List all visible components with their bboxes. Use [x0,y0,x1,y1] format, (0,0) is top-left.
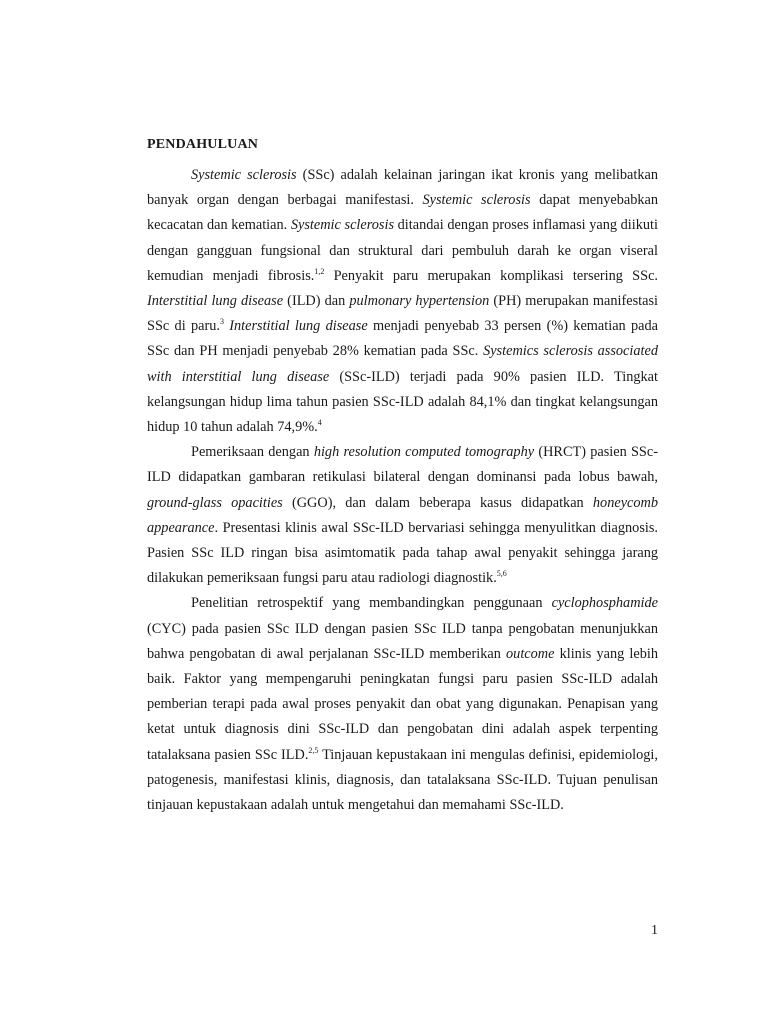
text-run: (CYC) pada pasien SSc ILD dengan pasien SSc ILD tanpa pengobatan menunjukkan bahwa pengobatan di awal perjalanan SSc-ILD memberikan [147,620,658,662]
italic-term: honeycomb appearance [147,494,659,536]
text-run: (SSc-ILD) terjadi pada 90% pasien ILD. Tingkat kelangsungan hidup lima tahun pasien SSc-ILD adalah 84,1% dan tingkat kelangsungan hidup 10 tahun adalah 74,9%. [147,368,658,436]
page-number: 1 [651,923,658,938]
citation-superscript: 2,5 [308,745,319,755]
citation-superscript: 1,2 [314,266,325,276]
italic-term: outcome [506,645,555,662]
italic-term: Systemic sclerosis [290,217,395,234]
text-run: menjadi penyebab 33 persen (%) kematian pada SSc dan PH menjadi penyebab 28% kematian pada SSc. [147,318,658,360]
text-run: (PH) merupakan manifestasi SSc di paru. [147,293,658,335]
italic-term: high resolution computed tomography [313,444,535,461]
italic-term: cyclophosphamide [551,595,658,612]
italic-term: Systemic sclerosis [422,192,531,209]
citation-superscript: 4 [317,418,322,428]
text-run: ditandai dengan proses inflamasi yang diikuti dengan gangguan fungsional dan struktural dari pembuluh darah ke organ viseral kemudian menjadi fibrosis. [147,217,658,284]
citation-superscript: 3 [219,317,224,327]
italic-term: Systemic sclerosis [191,167,297,183]
citation-superscript: 5,6 [496,569,507,579]
text-run: (SSc) adalah kelainan jaringan ikat kronis yang melibatkan banyak organ dengan berbagai manifestasi. [147,167,658,209]
text-run: (HRCT) pasien SSc-ILD didapatkan gambaran retikulasi bilateral dengan dominansi pada lobus bawah, [147,444,658,486]
text-run: Tinjauan kepustakaan ini mengulas definisi, epidemiologi, patogenesis, manifestasi klinis, diagnosis, dan tatalaksana SSc-ILD. Tujuan penulisan tinjauan kepustakaan adalah untuk mengetahui dan memahami SSc-ILD. [147,746,658,814]
italic-term: Interstitial lung disease [147,293,284,310]
section-heading: PENDAHULUAN [147,137,259,152]
italic-term: ground-glass opacities [147,494,283,511]
italic-term: Interstitial lung disease [229,318,368,335]
text-run: Penelitian retrospektif yang membandingkan penggunaan [191,595,552,612]
paragraph-2 [147,440,658,591]
paragraph-3 [147,591,658,818]
text-run: Penyakit paru merupakan komplikasi tersering SSc. [324,267,658,284]
document-page [147,137,658,818]
italic-term: Systemics sclerosis associated with interstitial lung disease [147,343,658,385]
paragraph-1 [147,163,658,440]
text-run: (GGO), dan dalam beberapa kasus didapatkan [282,494,593,511]
text-run: Pemeriksaan dengan [191,444,314,461]
text-run: klinis yang lebih baik. Faktor yang mempengaruhi peningkatan fungsi paru pasien SSc-ILD adalah pemberian terapi pada awal proses penyakit dan obat yang digunakan. Penapisan yang ketat untuk diagnosis dini SSc-ILD dan pengobatan dini adalah aspek terpenting tatalaksana pasien SSc ILD. [147,645,658,763]
text-run: . Presentasi klinis awal SSc-ILD bervariasi sehingga menyulitkan diagnosis. Pasien SSc ILD ringan bisa asimtomatik pada tahap awal penyakit sehingga jarang dilakukan pemeriksaan fungsi paru atau radiologi diagnostik. [147,519,658,587]
italic-term: pulmonary hypertension [349,293,490,310]
text-run: (ILD) dan [283,293,350,310]
text-run: dapat menyebabkan kecacatan dan kematian. [147,192,658,234]
